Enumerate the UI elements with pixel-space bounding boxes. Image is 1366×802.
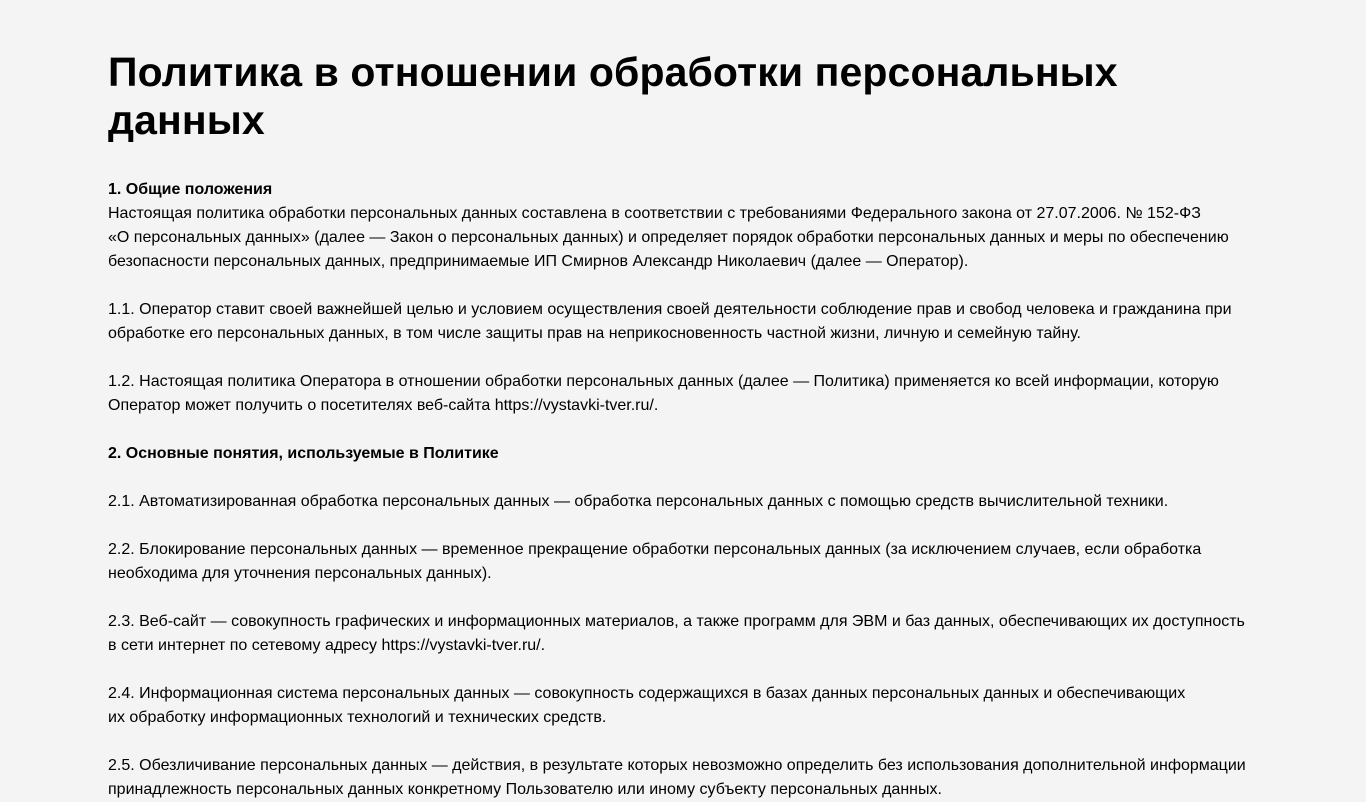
paragraph-line: Настоящая политика обработки персональных данных составлена в соответствии с требованиями Федерального закона от 27.07.2006. № 152-ФЗ xyxy=(108,205,1201,222)
paragraph-line: 2.2. Блокирование персональных данных — временное прекращение обработки персональных данных (за исключением случаев, если обработка xyxy=(108,541,1202,558)
paragraph-line: 2.4. Информационная система персональных данных — совокупность содержащихся в базах данных персональных данных и обеспечивающих xyxy=(108,685,1186,702)
paragraph-line: принадлежность персональных данных конкретному Пользователю или иному субъекту персональных данных. xyxy=(108,781,942,798)
paragraph-2-4 xyxy=(108,682,1258,730)
policy-page xyxy=(108,0,1258,802)
paragraph-line: 1.1. Оператор ставит своей важнейшей целью и условием осуществления своей деятельности соблюдение прав и свобод человека и гражданина при xyxy=(108,301,1232,318)
paragraph-line: обработке его персональных данных, в том числе защиты прав на неприкосновенность частной жизни, личную и семейную тайну. xyxy=(108,325,1081,342)
paragraph-line: необходима для уточнения персональных данных). xyxy=(108,565,492,582)
paragraph-1-2 xyxy=(108,370,1258,418)
paragraph-line: 2.5. Обезличивание персональных данных — действия, в результате которых невозможно определить без использования дополнительной информации xyxy=(108,757,1246,774)
paragraph-line: Оператор может получить о посетителях веб-сайта https://vystavki-tver.ru/. xyxy=(108,397,659,414)
paragraph-line: в сети интернет по сетевому адресу https://vystavki-tver.ru/. xyxy=(108,637,546,654)
paragraph-line: 2.3. Веб-сайт — совокупность графических и информационных материалов, а также программ для ЭВМ и баз данных, обеспечивающих их доступность xyxy=(108,613,1245,630)
policy-content xyxy=(108,178,1258,802)
paragraph-2-3 xyxy=(108,610,1258,658)
paragraph-1-1 xyxy=(108,298,1258,346)
section-2-heading: 2. Основные понятия, используемые в Политике xyxy=(108,445,499,462)
paragraph-2-5 xyxy=(108,754,1258,802)
paragraph-line: 2.1. Автоматизированная обработка персональных данных — обработка персональных данных с помощью средств вычислительной техники. xyxy=(108,493,1169,510)
paragraph-2-1 xyxy=(108,490,1258,514)
section-1-intro-paragraph xyxy=(108,202,1258,274)
page-title: Политика в отношении обработки персональных данных xyxy=(108,49,1118,143)
paragraph-line: их обработку информационных технологий и технических средств. xyxy=(108,709,607,726)
paragraph-line: безопасности персональных данных, предпринимаемые ИП Смирнов Александр Николаевич (далее — Оператор). xyxy=(108,253,969,270)
section-1-heading: 1. Общие положения xyxy=(108,181,273,198)
paragraph-2-2 xyxy=(108,538,1258,586)
paragraph-line: «О персональных данных» (далее — Закон о персональных данных) и определяет порядок обработки персональных данных и меры по обеспечению xyxy=(108,229,1229,246)
paragraph-line: 1.2. Настоящая политика Оператора в отношении обработки персональных данных (далее — Политика) применяется ко всей информации, которую xyxy=(108,373,1219,390)
